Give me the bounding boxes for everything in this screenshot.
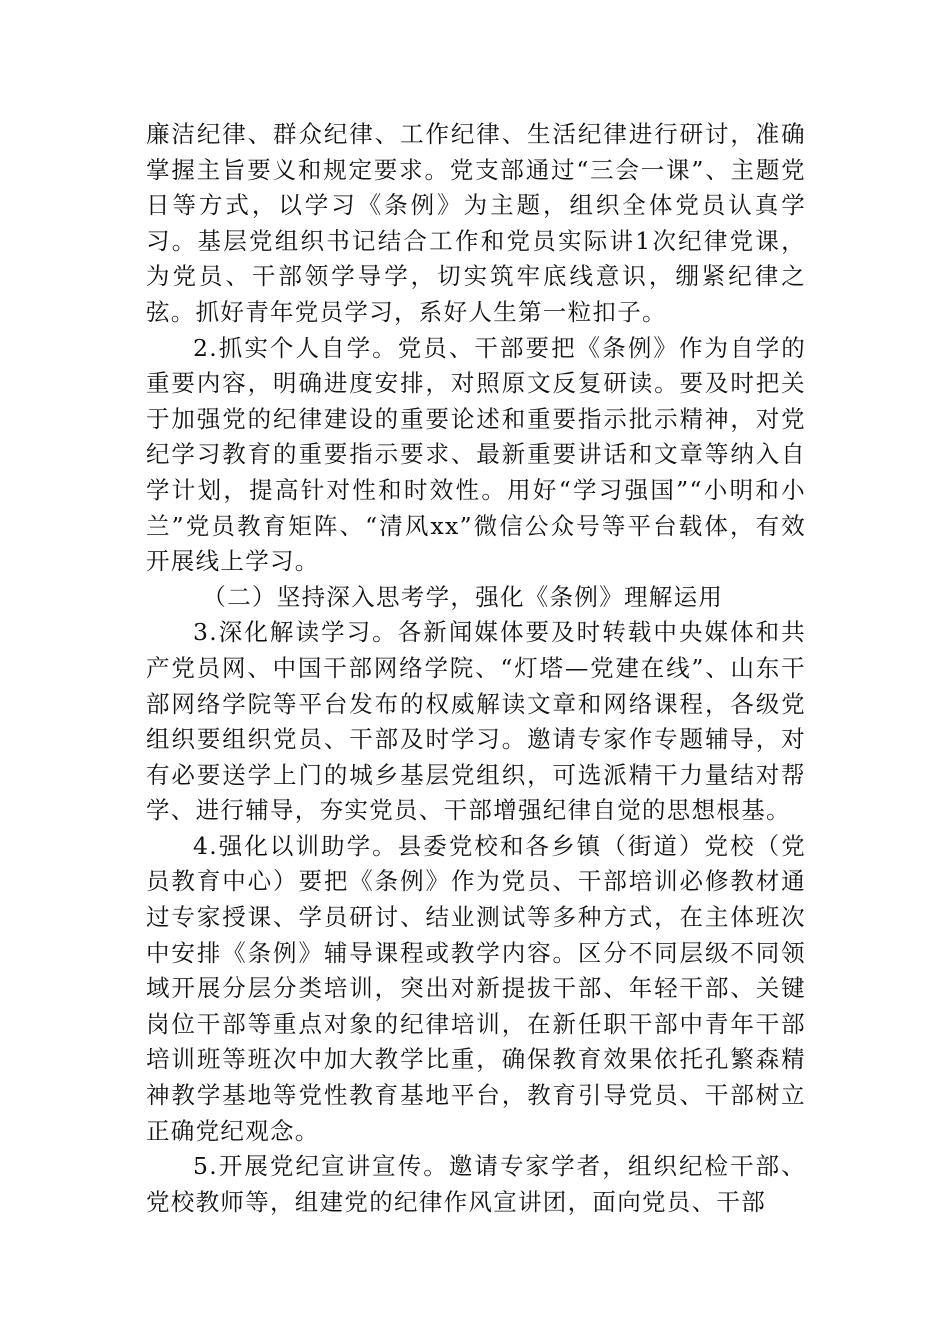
document-page — [146, 117, 806, 1220]
paragraph-item-5: 5.开展党纪宣讲宣传。邀请专家学者，组织纪检干部、党校教师等，组建党的纪律作风宣讲团，面向党员、干部 — [146, 1152, 806, 1216]
section-heading: （二）坚持深入思考学，强化《条例》理解运用 — [202, 582, 724, 611]
paragraph-continuation: 廉洁纪律、群众纪律、工作纪律、生活纪律进行研讨，准确掌握主旨要义和规定要求。党支部通过“三会一课”、主题党日等方式，以学习《条例》为主题，组织全体党员认真学习。基层党组织书记结合工作和党员实际讲1次纪律党课，为党员、干部领学导学，切实筑牢底线意识，绷紧纪律之弦。抓好青年党员学习，系好人生第一粒扣子。 — [146, 120, 806, 326]
paragraph-item-2: 2.抓实个人自学。党员、干部要把《条例》作为自学的重要内容，明确进度安排，对照原文反复研读。要及时把关于加强党的纪律建设的重要论述和重要指示批示精神，对党纪学习教育的重要指示要求、最新重要讲话和文章等纳入自学计划，提高针对性和时效性。用好“学习强国”“小明和小兰”党员教育矩阵、“清风xx”微信公众号等平台载体，有效开展线上学习。 — [146, 333, 806, 576]
paragraph-item-4: 4.强化以训助学。县委党校和各乡镇（街道）党校（党员教育中心）要把《条例》作为党员、干部培训必修教材通过专家授课、学员研讨、结业测试等多种方式，在主体班次中安排《条例》辅导课程或教学内容。区分不同层级不同领域开展分层分类培训，突出对新提拔干部、年轻干部、关键岗位干部等重点对象的纪律培训，在新任职干部中青年干部培训班等班次中加大教学比重，确保教育效果依托孔繁森精神教学基地等党性教育基地平台，教育引导党员、干部树立正确党纪观念。 — [146, 831, 806, 1145]
paragraph-item-3: 3.深化解读学习。各新闻媒体要及时转载中央媒体和共产党员网、中国干部网络学院、“灯塔—党建在线”、山东干部网络学院等平台发布的权威解读文章和网络课程，各级党组织要组织党员、干部及时学习。邀请专家作专题辅导，对有必要送学上门的城乡基层党组织，可选派精干力量结对帮学、进行辅导，夯实党员、干部增强纪律自觉的思想根基。 — [146, 618, 806, 825]
